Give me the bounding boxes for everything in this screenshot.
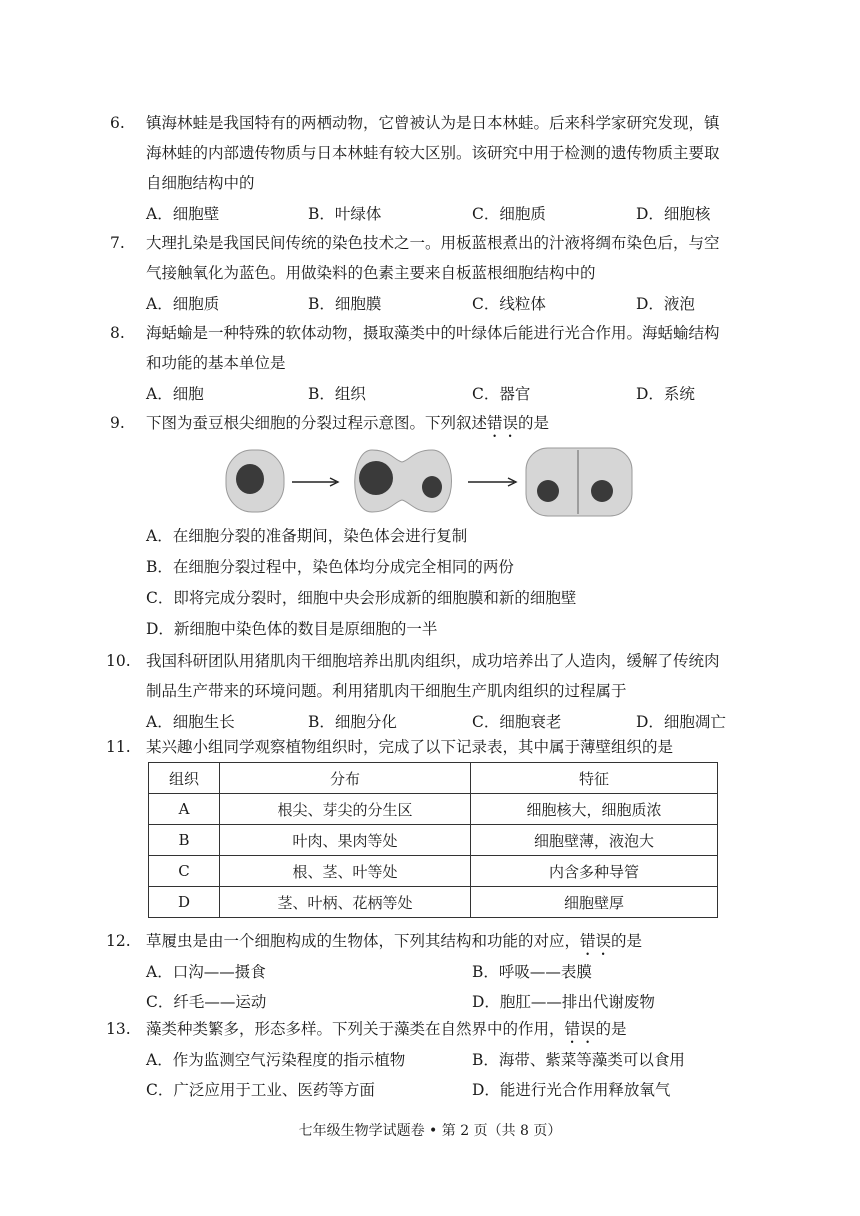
cell-dividing — [355, 450, 452, 512]
cell-before-division — [226, 450, 284, 512]
option-a[interactable]: A．细胞壁 — [146, 205, 220, 223]
stem-text: 藻类种类繁多，形态多样。下列关于藻类在自然界中的作用， — [146, 1020, 565, 1038]
question-number: 10. — [106, 652, 131, 670]
table-cell: 根尖、芽尖的分生区 — [220, 794, 471, 825]
option-a[interactable]: A．作为监测空气污染程度的指示植物 — [146, 1051, 406, 1069]
stem-text: 的是 — [611, 932, 643, 950]
question-number: 8. — [110, 324, 125, 342]
stem-text: 下图为蚕豆根尖细胞的分裂过程示意图。下列叙述 — [146, 414, 488, 432]
options-row — [146, 292, 758, 318]
option-b[interactable]: B．组织 — [308, 385, 366, 403]
option-b[interactable]: B．细胞膜 — [308, 295, 382, 313]
question-stem — [146, 646, 758, 706]
question-number: 11. — [106, 738, 131, 756]
question-stem — [146, 318, 758, 378]
stem-line: 大理扎染是我国民间传统的染色技术之一。用板蓝根煮出的汁液将绸布染色后，与空 — [146, 234, 720, 252]
column-header: 特征 — [471, 763, 718, 794]
table-cell: D — [149, 887, 220, 918]
options-row — [146, 202, 758, 228]
table-row — [149, 856, 718, 887]
question-stem — [146, 108, 758, 198]
option-a[interactable]: A．细胞 — [146, 385, 204, 403]
arrow-right-icon — [292, 478, 338, 486]
table-row — [149, 825, 718, 856]
stem-line: 和功能的基本单位是 — [146, 354, 286, 372]
table-cell: 细胞核大，细胞质浓 — [471, 794, 718, 825]
question-number: 7. — [110, 234, 125, 252]
option-c[interactable]: C．线粒体 — [472, 295, 546, 313]
page-footer: 七年级生物学试题卷 • 第 2 页（共 8 页） — [298, 1123, 562, 1139]
stem-line: 制品生产带来的环境问题。利用猪肌肉干细胞生产肌肉组织的过程属于 — [146, 682, 627, 700]
option-d[interactable]: D．细胞核 — [636, 205, 711, 223]
stem-text: 草履虫是由一个细胞构成的生物体，下列其结构和功能的对应， — [146, 932, 581, 950]
option-d[interactable]: D．系统 — [636, 385, 695, 403]
stem-line: 镇海林蛙是我国特有的两栖动物，它曾被认为是日本林蛙。后来科学家研究发现，镇 — [146, 114, 720, 132]
option-d[interactable]: D．细胞凋亡 — [636, 713, 726, 731]
table-cell: 根、茎、叶等处 — [220, 856, 471, 887]
table-cell: A — [149, 794, 220, 825]
table-cell: 细胞壁厚 — [471, 887, 718, 918]
option-c[interactable]: C．即将完成分裂时，细胞中央会形成新的细胞膜和新的细胞壁 — [146, 589, 577, 607]
stem-text: 的是 — [595, 1020, 627, 1038]
stem-line: 海蛞蝓是一种特殊的软体动物，摄取藻类中的叶绿体后能进行光合作用。海蛞蝓结构 — [146, 324, 720, 342]
cell-division-figure — [222, 442, 642, 522]
option-c[interactable]: C．纤毛——运动 — [146, 993, 267, 1011]
options-row — [146, 382, 758, 408]
column-header: 分布 — [220, 763, 471, 794]
option-b[interactable]: B．海带、紫菜等藻类可以食用 — [472, 1051, 685, 1069]
option-b[interactable]: B．细胞分化 — [308, 713, 397, 731]
table-cell: C — [149, 856, 220, 887]
option-a[interactable]: A．细胞质 — [146, 295, 220, 313]
stem-line: 我国科研团队用猪肌肉干细胞培养出肌肉组织，成功培养出了人造肉，缓解了传统肉 — [146, 652, 720, 670]
option-a[interactable]: A．细胞生长 — [146, 713, 235, 731]
stem-line: 自细胞结构中的 — [146, 174, 255, 192]
option-a[interactable]: A．在细胞分裂的准备期间，染色体会进行复制 — [146, 527, 468, 545]
option-b[interactable]: B．叶绿体 — [308, 205, 382, 223]
table-row — [149, 887, 718, 918]
option-b[interactable]: B．呼吸——表膜 — [472, 963, 592, 981]
stem-emphasis: 错误 — [487, 414, 519, 432]
option-c[interactable]: C．广泛应用于工业、医药等方面 — [146, 1081, 375, 1099]
stem-emphasis: 错误 — [580, 932, 612, 950]
option-d[interactable]: D．新细胞中染色体的数目是原细胞的一半 — [146, 620, 438, 638]
table-cell: B — [149, 825, 220, 856]
question-number: 9. — [110, 414, 125, 432]
table-cell: 茎、叶柄、花柄等处 — [220, 887, 471, 918]
question-number: 12. — [106, 932, 131, 950]
question-stem — [146, 228, 758, 288]
question-stem — [146, 926, 758, 959]
table-row — [149, 794, 718, 825]
option-d[interactable]: D．胞肛——排出代谢废物 — [472, 993, 655, 1011]
table-cell: 内含多种导管 — [471, 856, 718, 887]
stem-text: 的是 — [518, 414, 550, 432]
question-stem — [146, 408, 758, 441]
question-number: 13. — [106, 1020, 131, 1038]
question-stem — [146, 1014, 758, 1047]
column-header: 组织 — [149, 763, 220, 794]
table-cell: 细胞壁薄，液泡大 — [471, 825, 718, 856]
cells-after-division — [526, 448, 632, 516]
option-c[interactable]: C．细胞衰老 — [472, 713, 562, 731]
stem-line: 海林蛙的内部遗传物质与日本林蛙有较大区别。该研究中用于检测的遗传物质主要取 — [146, 144, 720, 162]
stem-line: 气接触氧化为蓝色。用做染料的色素主要来自板蓝根细胞结构中的 — [146, 264, 596, 282]
table-cell: 叶肉、果肉等处 — [220, 825, 471, 856]
option-b[interactable]: B．在细胞分裂过程中，染色体均分成完全相同的两份 — [146, 558, 514, 576]
option-c[interactable]: C．器官 — [472, 385, 531, 403]
option-d[interactable]: D．能进行光合作用释放氧气 — [472, 1081, 671, 1099]
question-number: 6. — [110, 114, 125, 132]
option-d[interactable]: D．液泡 — [636, 295, 695, 313]
tissue-record-table — [148, 762, 718, 918]
stem-emphasis: 错误 — [564, 1020, 596, 1038]
table-header-row — [149, 763, 718, 794]
option-a[interactable]: A．口沟——摄食 — [146, 963, 266, 981]
arrow-right-icon — [468, 478, 516, 486]
option-c[interactable]: C．细胞质 — [472, 205, 546, 223]
stem-line: 某兴趣小组同学观察植物组织时，完成了以下记录表，其中属于薄壁组织的是 — [146, 738, 674, 756]
question-stem — [146, 732, 758, 762]
